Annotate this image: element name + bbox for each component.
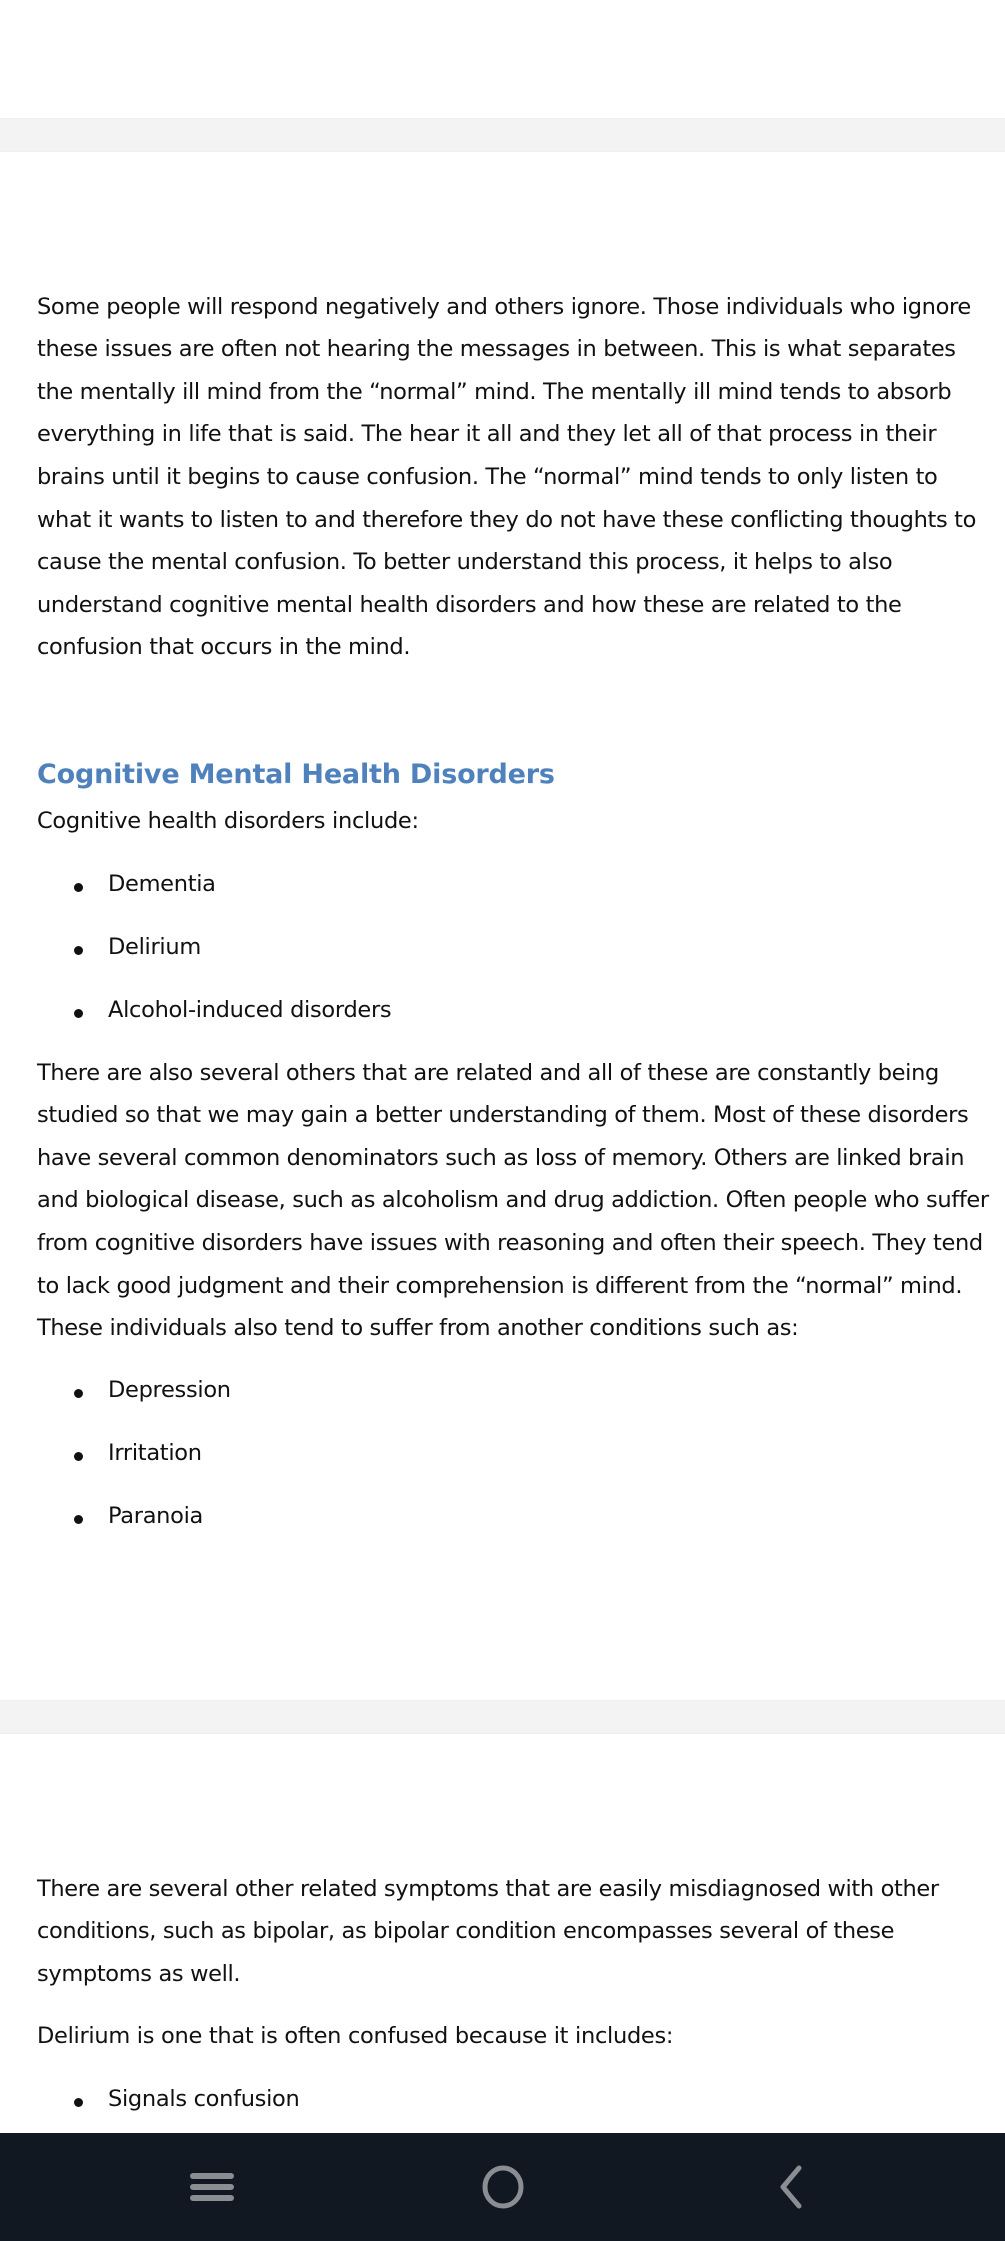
bullet-icon	[74, 2098, 83, 2107]
paragraph-line: the mentally ill mind from the “normal” mind. The mentally ill mind tends to absorb	[37, 379, 952, 405]
list-item	[0, 936, 700, 966]
list-item	[0, 1379, 700, 1409]
paragraph-line: to lack good judgment and their comprehension is different from the “normal” mind.	[37, 1273, 963, 1299]
list-intro: Delirium is one that is often confused because it includes:	[37, 2023, 674, 2049]
page-separator	[0, 118, 1005, 152]
back-button[interactable]	[731, 2133, 851, 2241]
section-heading: Cognitive Mental Health Disorders	[37, 759, 555, 790]
list-item-text: Depression	[108, 1377, 231, 1403]
bullet-icon	[74, 1009, 83, 1018]
list-item-text: Alcohol-induced disorders	[108, 997, 392, 1023]
list-item	[0, 999, 700, 1029]
paragraph-line: There are also several others that are related and all of these are constantly being	[37, 1060, 939, 1086]
bullet-icon	[74, 1389, 83, 1398]
page-separator	[0, 1700, 1005, 1734]
bullet-icon	[74, 883, 83, 892]
paragraph-line: have several common denominators such as loss of memory. Others are linked brain	[37, 1145, 965, 1171]
paragraph-line: these issues are often not hearing the messages in between. This is what separates	[37, 336, 956, 362]
list-item-text: Irritation	[108, 1440, 202, 1466]
bullet-icon	[74, 1515, 83, 1524]
list-item-text: Delirium	[108, 934, 201, 960]
list-item-text: Signals confusion	[108, 2086, 300, 2112]
recent-apps-button[interactable]	[152, 2133, 272, 2241]
paragraph-line: brains until it begins to cause confusion. The “normal” mind tends to only listen to	[37, 464, 938, 490]
paragraph-line: conditions, such as bipolar, as bipolar condition encompasses several of these	[37, 1918, 895, 1944]
bullet-icon	[74, 946, 83, 955]
list-item	[0, 1442, 700, 1472]
list-item	[0, 873, 700, 903]
paragraph-line: Some people will respond negatively and others ignore. Those individuals who ignore	[37, 294, 971, 320]
recent-apps-icon	[188, 2167, 236, 2207]
paragraph-line: cause the mental confusion. To better understand this process, it helps to also	[37, 549, 893, 575]
home-button[interactable]	[443, 2133, 563, 2241]
paragraph-line: everything in life that is said. The hear it all and they let all of that process in their	[37, 421, 937, 447]
list-item-text: Dementia	[108, 871, 216, 897]
list-item-text: Paranoia	[108, 1503, 204, 1529]
paragraph-line: There are several other related symptoms that are easily misdiagnosed with other	[37, 1876, 939, 1902]
paragraph-line: what it wants to listen to and therefore they do not have these conflicting thoughts to	[37, 507, 977, 533]
home-icon	[479, 2163, 527, 2211]
paragraph-line: from cognitive disorders have issues with reasoning and often their speech. They tend	[37, 1230, 983, 1256]
paragraph-line: confusion that occurs in the mind.	[37, 634, 411, 660]
paragraph-line: and biological disease, such as alcoholism and drug addiction. Often people who suffer	[37, 1187, 989, 1213]
paragraph-line: These individuals also tend to suffer from another conditions such as:	[37, 1315, 799, 1341]
list-item	[0, 1505, 700, 1535]
paragraph-line: symptoms as well.	[37, 1961, 241, 1987]
list-intro: Cognitive health disorders include:	[37, 808, 419, 834]
paragraph-line: studied so that we may gain a better understanding of them. Most of these disorders	[37, 1102, 969, 1128]
back-icon	[771, 2163, 811, 2211]
list-item	[0, 2088, 700, 2118]
paragraph-line: understand cognitive mental health disorders and how these are related to the	[37, 592, 902, 618]
navigation-bar	[0, 2133, 1005, 2241]
bullet-icon	[74, 1452, 83, 1461]
